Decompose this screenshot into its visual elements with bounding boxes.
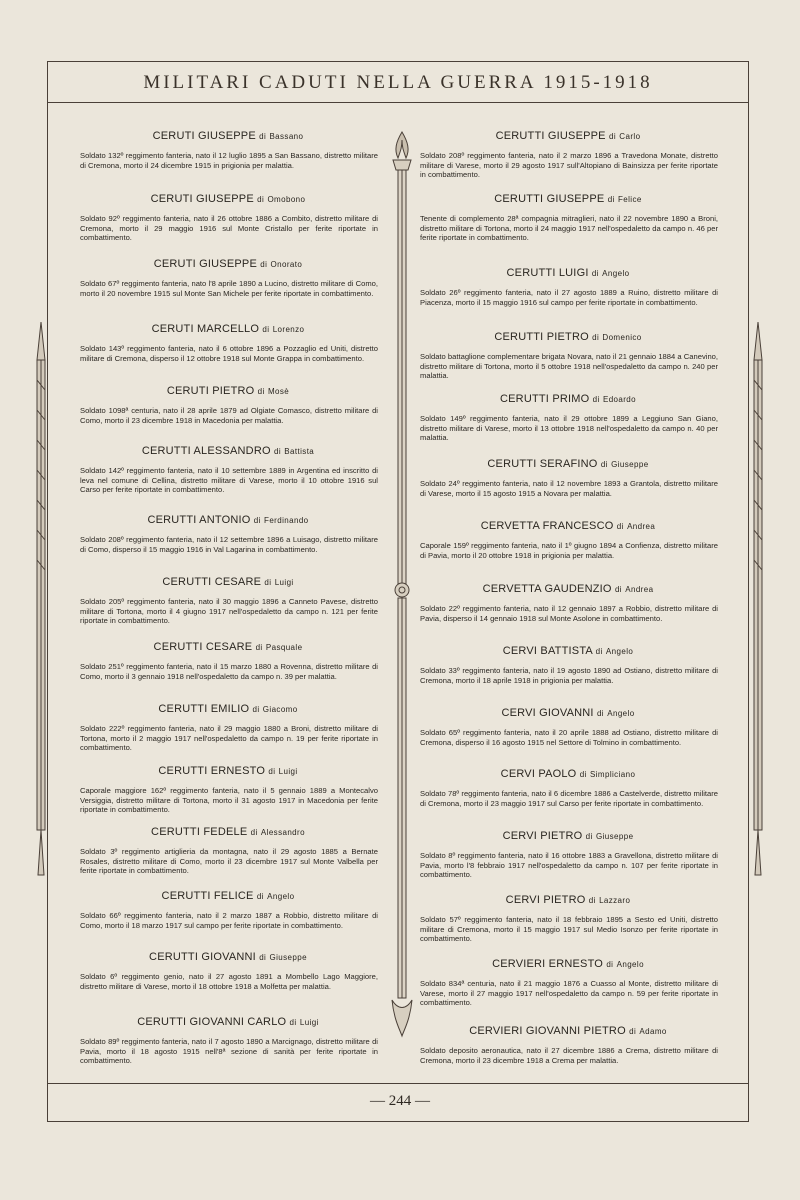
entry-text: Soldato 89º reggimento fanteria, nato il 7 agosto 1890 a Marcignago, distretto militare di Pavia, morto il 18 agosto 1915 nell'8ª sezione di sanità per ferite riportate in combattimento. [80, 1037, 378, 1066]
entry-name: CERVI PAOLO di Simpliciano [500, 768, 636, 780]
entry-text: Soldato 92º reggimento fanteria, nato il 26 ottobre 1886 a Combito, distretto militare di Cremona, morto il 29 maggio 1916 sul Monte Cristallo per ferite riportate in combattimento. [80, 214, 378, 243]
entry-text: Soldato 251º reggimento fanteria, nato il 15 marzo 1880 a Rovenna, distretto militare di Como, morto il 3 gennaio 1918 nell'ospedaletto da campo n. 39 per malattia. [80, 662, 378, 681]
list-item [78, 258, 378, 298]
entry-text: Soldato 1098ª centuria, nato il 28 aprile 1879 ad Olgiate Comasco, distretto militare di Como, morto il 23 dicembre 1918 in Macedonia per malattia. [80, 406, 378, 425]
entry-name: CERVETTA FRANCESCO di Andrea [480, 520, 656, 532]
page-number: — 244 — [370, 1093, 430, 1109]
entry-name: CERUTI GIUSEPPE di Bassano [152, 130, 304, 142]
entry-text: Caporale 159º reggimento fanteria, nato il 1º giugno 1894 a Confienza, distretto militare di Pavia, morto il 20 ottobre 1918 in prigionia per malattia. [420, 541, 718, 560]
entry-text: Soldato 24º reggimento fanteria, nato il 12 novembre 1893 a Grantola, distretto militare di Varese, morto il 15 agosto 1915 a Novara per malattia. [420, 479, 718, 498]
entry-text: Soldato 26º reggimento fanteria, nato il 27 agosto 1889 a Ruino, distretto militare di Piacenza, morto il 15 maggio 1916 sul campo per ferite riportate in combattimento. [420, 288, 718, 307]
entry-name: CERVIERI GIOVANNI PIETRO di Adamo [469, 1025, 667, 1037]
entry-text: Soldato 57º reggimento fanteria, nato il 18 febbraio 1895 a Sesto ed Uniti, distretto militare di Cremona, morto il 15 maggio 1917 sul Medio Isonzo per ferite riportate in combattimento. [420, 915, 718, 944]
list-item [78, 826, 378, 876]
entry-text: Soldato 67º reggimento fanteria, nato l'8 aprile 1890 a Lucino, distretto militare di Como, morto il 20 novembre 1915 sul Monte San Michele per ferite riportate in combattimento. [80, 279, 378, 298]
list-item [418, 331, 718, 381]
entry-text: Soldato 65º reggimento fanteria, nato il 20 aprile 1888 ad Ostiano, distretto militare di Cremona, disperso il 16 agosto 1915 nel Settore di Tolmino in combattimento. [420, 728, 718, 747]
entry-text: Soldato 143º reggimento fanteria, nato il 6 ottobre 1896 a Pozzaglio ed Uniti, distretto militare di Cremona, disperso il 12 ottobre 1918 sul Monte Grappa in combattimento. [80, 344, 378, 363]
entry-text: Caporale maggiore 162º reggimento fanteria, nato il 5 gennaio 1889 a Montecalvo Versiggia, distretto militare di Tortona, morto il 31 agosto 1917 in Macedonia per ferite riportate in combattimento. [80, 786, 378, 815]
footer-rule [47, 1083, 749, 1084]
list-item [78, 576, 378, 626]
entry-name: CERVETTA GAUDENZIO di Andrea [482, 583, 654, 595]
entry-name: CERUTTI PIETRO di Domenico [494, 331, 642, 343]
entry-name: CERUTI PIETRO di Mosè [166, 385, 290, 397]
entry-name: CERUTTI ANTONIO di Ferdinando [147, 514, 309, 526]
torch-column-icon [388, 130, 416, 1040]
page-title: MILITARI CADUTI NELLA GUERRA 1915-1918 [143, 72, 653, 93]
list-item [418, 393, 718, 443]
list-item [418, 894, 718, 944]
list-item [78, 323, 378, 363]
entry-name: CERUTTI FEDELE di Alessandro [151, 826, 305, 838]
entry-name: CERUTI MARCELLO di Lorenzo [151, 323, 305, 335]
entry-text: Soldato 33º reggimento fanteria, nato il 19 agosto 1890 ad Ostiano, distretto militare di Cremona, morto il 18 aprile 1918 in prigionia per malattia. [420, 666, 718, 685]
entry-text: Soldato 208º reggimento fanteria, nato il 2 marzo 1896 a Travedona Monate, distretto militare di Varese, morto il 29 agosto 1917 sull'Altopiano di Bainsizza per ferite riportate in combattimento. [420, 151, 718, 180]
entry-name: CERUTTI GIUSEPPE di Felice [494, 193, 642, 205]
entry-name: CERUTTI LUIGI di Angelo [506, 267, 630, 279]
entry-text: Soldato 132º reggimento fanteria, nato il 12 luglio 1895 a San Bassano, distretto militare di Cremona, morto il 24 dicembre 1915 in prigionia per malattia. [80, 151, 378, 170]
entry-name: CERUTTI FELICE di Angelo [161, 890, 295, 902]
list-item [418, 267, 718, 307]
entry-name: CERVI GIOVANNI di Angelo [501, 707, 635, 719]
entry-name: CERVI PIETRO di Lazzaro [505, 894, 631, 906]
entry-text: Soldato 22º reggimento fanteria, nato il 12 gennaio 1897 a Robbio, distretto militare di Pavia, disperso il 14 gennaio 1918 sul Monte Asolone in combattimento. [420, 604, 718, 623]
entry-name: CERUTI GIUSEPPE di Onorato [153, 258, 303, 270]
list-item [78, 193, 378, 243]
entry-text: Soldato 66º reggimento fanteria, nato il 2 marzo 1887 a Robbio, distretto militare di Como, morto il 18 marzo 1917 sul campo per ferite riportate in combattimento. [80, 911, 378, 930]
entry-text: Soldato 8º reggimento fanteria, nato il 16 ottobre 1883 a Gravellona, distretto militare di Pavia, morto l'8 febbraio 1917 nell'ospedaletto da campo n. 107 per ferite riportate in combattimento. [420, 851, 718, 880]
entry-text: Soldato 6º reggimento genio, nato il 27 agosto 1891 a Mombello Lago Maggiore, distretto militare di Varese, morto il 18 ottobre 1918 a Molfetta per malattia. [80, 972, 378, 991]
list-item [78, 703, 378, 753]
entry-text: Tenente di complemento 28ª compagnia mitraglieri, nato il 22 novembre 1890 a Broni, distretto militare di Tortona, morto il 24 maggio 1917 nell'ospedaletto da campo n. 46 per ferite riportate in combattimento. [420, 214, 718, 243]
list-item [418, 520, 718, 560]
entry-text: Soldato deposito aeronautica, nato il 27 dicembre 1886 a Crema, distretto militare di Cremona, morto il 23 dicembre 1918 a Crema per malattia. [420, 1046, 718, 1065]
entry-name: CERVI PIETRO di Giuseppe [502, 830, 634, 842]
entry-text: Soldato 208º reggimento fanteria, nato il 12 settembre 1896 a Luisago, distretto militare di Como, disperso il 15 maggio 1916 in Val Lagarina in combattimento. [80, 535, 378, 554]
list-item [78, 385, 378, 425]
list-item [78, 765, 378, 815]
list-item [78, 445, 378, 495]
entry-name: CERUTTI GIOVANNI CARLO di Luigi [137, 1016, 319, 1028]
entry-name: CERUTTI EMILIO di Giacomo [158, 703, 298, 715]
list-item [418, 768, 718, 808]
list-item [78, 130, 378, 170]
list-item [78, 1016, 378, 1066]
entry-name: CERUTTI PRIMO di Edoardo [500, 393, 636, 405]
list-item [418, 645, 718, 685]
entry-text: Soldato 834ª centuria, nato il 21 maggio 1876 a Cuasso al Monte, distretto militare di Varese, morto il 27 maggio 1917 nell'ospedaletto da campo n. 59 per ferite riportate in combattimento. [420, 979, 718, 1008]
left-lance-ornament-icon [30, 320, 52, 880]
entry-text: Soldato 222º reggimento fanteria, nato il 29 maggio 1880 a Broni, distretto militare di Tortona, morto il 2 maggio 1917 nell'ospedaletto da campo n. 19 per ferite riportate in combattimento. [80, 724, 378, 753]
list-item [418, 583, 718, 623]
list-item [78, 514, 378, 554]
entry-text: Soldato 142º reggimento fanteria, nato il 10 settembre 1889 in Argentina ed inscritto di leva nel comune di Cellina, distretto militare di Varese, morto il 10 ottobre 1916 sul Carso per ferite riportate in combattimento. [80, 466, 378, 495]
list-item [418, 458, 718, 498]
entry-text: Soldato 78º reggimento fanteria, nato il 6 dicembre 1886 a Castelverde, distretto militare di Cremona, morto il 23 maggio 1917 sul Carso per ferite riportate in combattimento. [420, 789, 718, 808]
list-item [78, 641, 378, 681]
entry-name: CERVI BATTISTA di Angelo [502, 645, 634, 657]
entry-name: CERUTTI SERAFINO di Giuseppe [487, 458, 649, 470]
entry-text: Soldato battaglione complementare brigata Novara, nato il 21 gennaio 1884 a Canevino, distretto militare di Tortona, morto il 5 ottobre 1918 nell'ospedaletto da campo n. 240 per malattia. [420, 352, 718, 381]
entry-name: CERUTTI ALESSANDRO di Battista [141, 445, 315, 457]
list-item [418, 707, 718, 747]
list-item [78, 890, 378, 930]
list-item [418, 830, 718, 880]
entry-text: Soldato 205º reggimento fanteria, nato il 30 maggio 1896 a Canneto Pavese, distretto militare di Tortona, morto il 4 giugno 1917 nell'ospedaletto da campo n. 121 per ferite riportate in combattimento. [80, 597, 378, 626]
entry-text: Soldato 3º reggimento artiglieria da montagna, nato il 29 agosto 1885 a Bernate Rosales, distretto militare di Como, morto il 23 dicembre 1917 sul Monte Valbella per ferite riportate in combattimento. [80, 847, 378, 876]
list-item [78, 951, 378, 991]
list-item [418, 958, 718, 1008]
entry-name: CERUTI GIUSEPPE di Omobono [150, 193, 306, 205]
entry-name: CERUTTI ERNESTO di Luigi [158, 765, 298, 777]
entry-name: CERUTTI GIOVANNI di Giuseppe [149, 951, 307, 963]
entry-text: Soldato 149º reggimento fanteria, nato il 29 ottobre 1899 a Leggiuno San Giano, distretto militare di Varese, morto il 13 ottobre 1918 nell'ospedaletto da campo n. 40 per malattia. [420, 414, 718, 443]
header-rule [47, 102, 749, 103]
right-lance-ornament-icon [747, 320, 769, 880]
entry-name: CERUTTI CESARE di Luigi [162, 576, 294, 588]
list-item [418, 193, 718, 243]
list-item [418, 130, 718, 180]
entry-name: CERVIERI ERNESTO di Angelo [492, 958, 644, 970]
entry-name: CERUTTI GIUSEPPE di Carlo [495, 130, 641, 142]
list-item [418, 1025, 718, 1065]
entry-name: CERUTTI CESARE di Pasquale [153, 641, 303, 653]
